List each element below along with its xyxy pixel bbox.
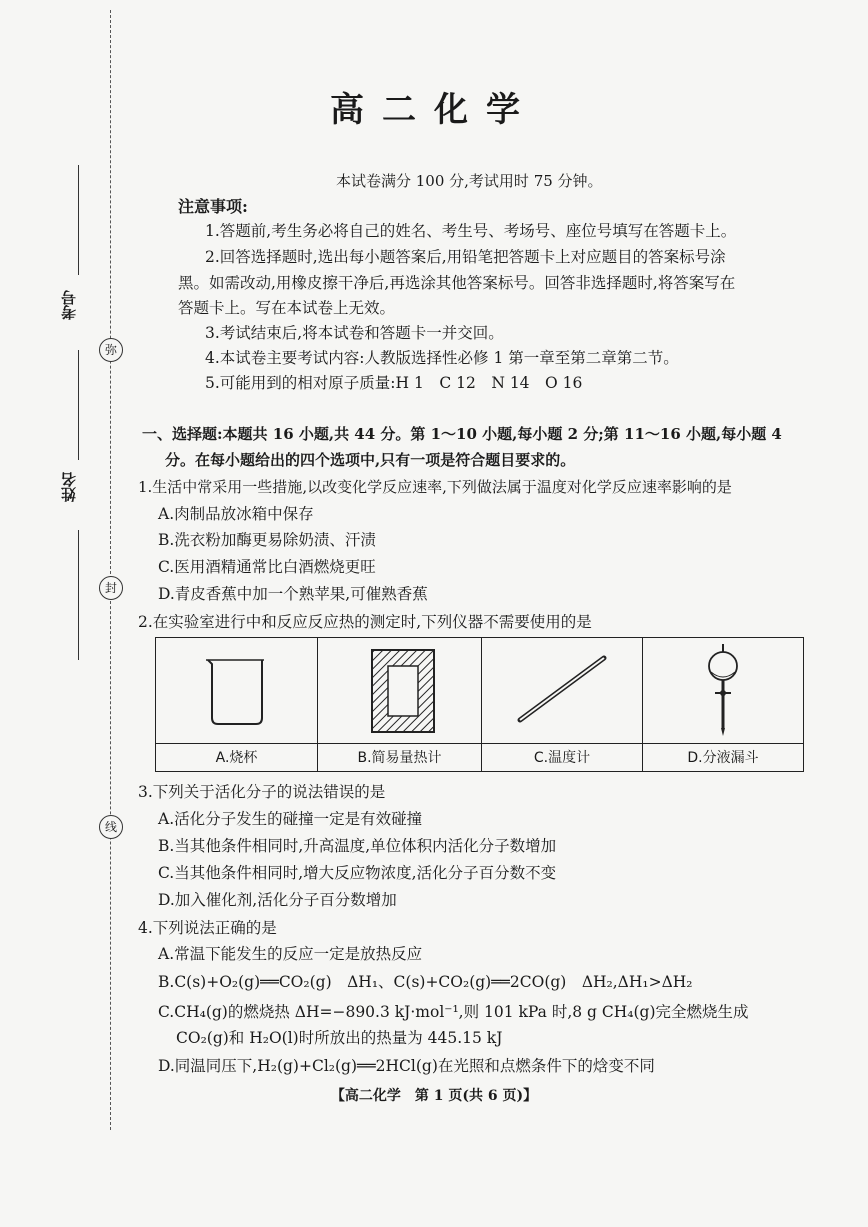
q3-option-b: B.当其他条件相同时,升高温度,单位体积内活化分子数增加 — [158, 837, 557, 855]
notice-line-5: 5.可能用到的相对原子质量:H 1 C 12 N 14 O 16 — [205, 374, 583, 392]
exam-number-rule — [78, 165, 79, 275]
q1-option-a: A.肉制品放冰箱中保存 — [158, 505, 314, 523]
section1-heading-line1: 一、选择题:本题共 16 小题,共 44 分。第 1～10 小题,每小题 2 分;第 11～16 小题,每小题 4 — [142, 425, 782, 443]
q1-option-b: B.洗衣粉加酶更易除奶渍、汗渍 — [158, 531, 376, 549]
q4-option-c-line1: C.CH₄(g)的燃烧热 ΔH=−890.3 kJ·mol⁻¹,则 101 kPa 时,8 g CH₄(g)完全燃烧生成 — [158, 1003, 749, 1021]
q2-stem: 2.在实验室进行中和反应反应热的测定时,下列仪器不需要使用的是 — [138, 613, 592, 631]
page-footer: 【高二化学 第 1 页(共 6 页)】 — [330, 1088, 538, 1104]
q3-option-c: C.当其他条件相同时,增大反应物浓度,活化分子百分数不变 — [158, 864, 557, 882]
notice-line-2c: 答题卡上。写在本试卷上无效。 — [178, 299, 396, 317]
q1-option-d: D.青皮香蕉中加一个熟苹果,可催熟香蕉 — [158, 585, 428, 603]
caption-funnel: D.分液漏斗 — [643, 743, 803, 771]
thermometer-cell — [482, 638, 643, 743]
q4-option-d: D.同温同压下,H₂(g)+Cl₂(g)══2HCl(g)在光照和点燃条件下的焓变不同 — [158, 1057, 655, 1075]
seal-char-mi: 弥 — [99, 338, 123, 362]
q4-option-b: B.C(s)+O₂(g)══CO₂(g) ΔH₁、C(s)+CO₂(g)══2CO(g) ΔH₂,ΔH₁>ΔH₂ — [158, 973, 693, 991]
beaker-cell — [156, 638, 318, 743]
funnel-cell — [643, 638, 803, 743]
q3-stem: 3.下列关于活化分子的说法错误的是 — [138, 783, 386, 801]
calorimeter-cell — [318, 638, 482, 743]
notice-line-2: 2.回答选择题时,选出每小题答案后,用铅笔把答题卡上对应题目的答案标号涂 — [205, 248, 726, 266]
caption-calorimeter: B.简易量热计 — [318, 743, 482, 771]
name-rule — [78, 350, 79, 460]
seal-char-xian: 线 — [99, 815, 123, 839]
calorimeter-icon — [318, 638, 482, 743]
q4-option-a: A.常温下能发生的反应一定是放热反应 — [158, 945, 423, 963]
binding-dashed-line — [110, 10, 111, 1130]
exam-intro: 本试卷满分 100 分,考试用时 75 分钟。 — [336, 172, 603, 190]
q4-option-c-line2: CO₂(g)和 H₂O(l)时所放出的热量为 445.15 kJ — [176, 1029, 503, 1047]
section1-heading-line2: 分。在每小题给出的四个选项中,只有一项是符合题目要求的。 — [165, 451, 576, 469]
notice-line-1: 1.答题前,考生务必将自己的姓名、考生号、考场号、座位号填写在答题卡上。 — [205, 222, 737, 240]
notice-line-2b: 黑。如需改动,用橡皮擦干净后,再选涂其他答案标号。回答非选择题时,将答案写在 — [178, 274, 736, 292]
separatory-funnel-icon — [643, 638, 803, 743]
lower-rule — [78, 530, 79, 660]
caption-thermometer: C.温度计 — [482, 743, 643, 771]
q1-stem: 1.生活中常采用一些措施,以改变化学反应速率,下列做法属于温度对化学反应速率影响的是 — [138, 478, 732, 496]
beaker-icon — [156, 638, 318, 743]
q3-option-a: A.活化分子发生的碰撞一定是有效碰撞 — [158, 810, 423, 828]
notice-heading: 注意事项: — [178, 197, 248, 216]
notice-line-3: 3.考试结束后,将本试卷和答题卡一并交回。 — [205, 324, 504, 342]
name-label: 姓名 — [60, 472, 78, 502]
q1-option-c: C.医用酒精通常比白酒燃烧更旺 — [158, 558, 376, 576]
q2-apparatus-table — [155, 637, 804, 772]
caption-beaker: A.烧杯 — [156, 743, 318, 771]
q3-option-d: D.加入催化剂,活化分子百分数增加 — [158, 891, 397, 909]
page-title: 高二化学 — [330, 90, 538, 130]
notice-line-4: 4.本试卷主要考试内容:人教版选择性必修 1 第一章至第二章第二节。 — [205, 349, 679, 367]
seal-char-feng: 封 — [99, 576, 123, 600]
thermometer-icon — [482, 638, 643, 743]
exam-number-label: 考号 — [60, 290, 78, 320]
q4-stem: 4.下列说法正确的是 — [138, 919, 277, 937]
